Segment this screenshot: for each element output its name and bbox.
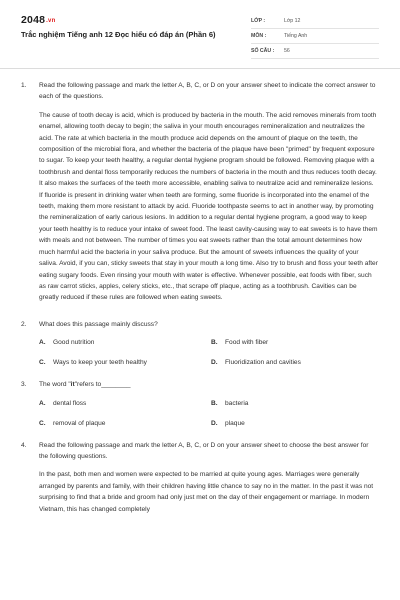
question-text-before: The word " — [39, 381, 71, 389]
highlighted-word: it — [70, 381, 75, 389]
meta-value: Tiếng Anh — [284, 33, 308, 39]
question-number: 3. — [21, 381, 27, 389]
option-text: Good nutrition — [53, 339, 95, 347]
question-2 — [0, 319, 400, 367]
answer-options — [39, 338, 378, 367]
spacer — [0, 304, 400, 319]
answer-option-a[interactable] — [39, 399, 211, 408]
option-letter: C. — [39, 419, 46, 427]
answer-option-c[interactable] — [39, 419, 211, 428]
meta-row-question-count — [251, 44, 379, 59]
option-letter: D. — [211, 359, 218, 367]
header-divider — [0, 68, 400, 69]
question-4 — [0, 440, 400, 515]
meta-row-subject — [251, 29, 379, 44]
option-text: bacteria — [225, 399, 249, 407]
answer-option-d[interactable] — [211, 419, 383, 428]
option-letter: D. — [211, 419, 218, 427]
option-text: Fluoridization and cavities — [225, 359, 301, 367]
option-text: Ways to keep your teeth healthy — [53, 359, 147, 367]
reading-passage: The cause of tooth decay is acid, which is produced by bacteria in the mouth. The acid removes minerals from tooth enamel, allowing tooth decay to begin; the saliva in your mouth encourages remineralization and neutralizes the acid. The rate at which bacteria in the mouth produce acid depends on the amount of plaque on the teeth, the composition of the microbial flora, and whether the bacteria of the plaque have been "primed" by frequent exposure to sugar. To keep your teeth healthy, a regular dental hygiene program should be followed. Removing plaque with a toothbrush and dental floss temporarily reduces the numbers of bacteria in the mouth and thus reduces tooth decay. It also makes the surfaces of the teeth more accessible, enabling saliva to neutralize acid and remineralize lesions. If fluoride is present in drinking water when teeth are forming, some fluoride is incorporated into the enamel of the teeth, making them more resistant to attack by acid. Fluoride toothpaste seems to act in another way, by promoting the remineralization of early carious lesions. In addition to a regular dental hygiene program, a good way to keep your teeth healthy is to reduce your intake of sweet food. The least cavity-causing way to eat sweets is to have them with meals and not between. The number of times you eat sweets rather than the total amount determines how much harmful acid the bacteria in your saliva produce. But the amount of sweets influences the quality of your saliva. Avoid, if you can, sticky sweets that stay in your mouth a long time. Also try to brush and floss your teeth after eating sugary foods. Even rinsing your mouth with water is effective. Whenever possible, eat foods with fiber, such as raw carrot sticks, apples, celery sticks, etc., that scrape off plaque, acting as a toothbrush. Cavities can be greatly reduced if these rules are followed when eating sweets. — [39, 111, 378, 302]
answer-option-b[interactable] — [211, 338, 383, 347]
site-logo[interactable] — [21, 14, 55, 26]
option-text: removal of plaque — [53, 419, 106, 427]
question-text: Read the following passage and mark the letter A, B, C, or D on your answer sheet to choose the best answer for the following questions. — [39, 441, 369, 460]
option-text: Food with fiber — [225, 339, 269, 347]
answer-options — [39, 399, 378, 428]
question-text: Read the following passage and mark the letter A, B, C, or D on your answer sheet to indicate the correct answer to each of the questions. — [39, 82, 376, 101]
meta-key: MÔN : — [251, 33, 267, 39]
meta-value: 56 — [284, 48, 290, 54]
option-letter: A. — [39, 399, 46, 407]
question-text-after: "refers to________ — [74, 381, 131, 389]
answer-option-d[interactable] — [211, 358, 383, 367]
answer-option-c[interactable] — [39, 358, 211, 367]
question-number: 4. — [21, 441, 27, 449]
meta-key: LỚP : — [251, 18, 266, 24]
option-letter: B. — [211, 399, 218, 407]
meta-info-table — [251, 14, 379, 59]
option-letter: B. — [211, 339, 218, 347]
option-text: dental floss — [53, 399, 87, 407]
option-text: plaque — [225, 419, 245, 427]
question-text — [39, 379, 378, 390]
reading-passage: In the past, both men and women were expected to be married at quite young ages. Marriages were generally arranged by parents and family, with their children having little chance to say no in the matter. In the past it was not surprising to find that a bride and groom had only just met on the day of their engagement or marriage. In modern Vietnam, this has changed completely — [39, 471, 374, 513]
answer-option-b[interactable] — [211, 399, 383, 408]
meta-value: Lớp 12 — [284, 18, 301, 24]
question-1 — [0, 80, 400, 304]
questions-list — [0, 80, 400, 515]
option-letter: A. — [39, 339, 46, 347]
question-number: 1. — [21, 82, 27, 89]
question-text: What does this passage mainly discuss? — [39, 320, 158, 328]
logo-text: 2048 — [21, 14, 46, 26]
answer-option-a[interactable] — [39, 338, 211, 347]
meta-row-class — [251, 14, 379, 29]
question-3 — [0, 379, 400, 427]
question-number: 2. — [21, 320, 27, 328]
option-letter: C. — [39, 359, 46, 367]
page-title: Trắc nghiệm Tiếng anh 12 Đọc hiểu có đáp án (Phần 6) — [21, 30, 216, 39]
meta-key: SỐ CÂU : — [251, 48, 275, 54]
header — [0, 0, 400, 64]
logo-suffix: .vn — [46, 18, 56, 24]
